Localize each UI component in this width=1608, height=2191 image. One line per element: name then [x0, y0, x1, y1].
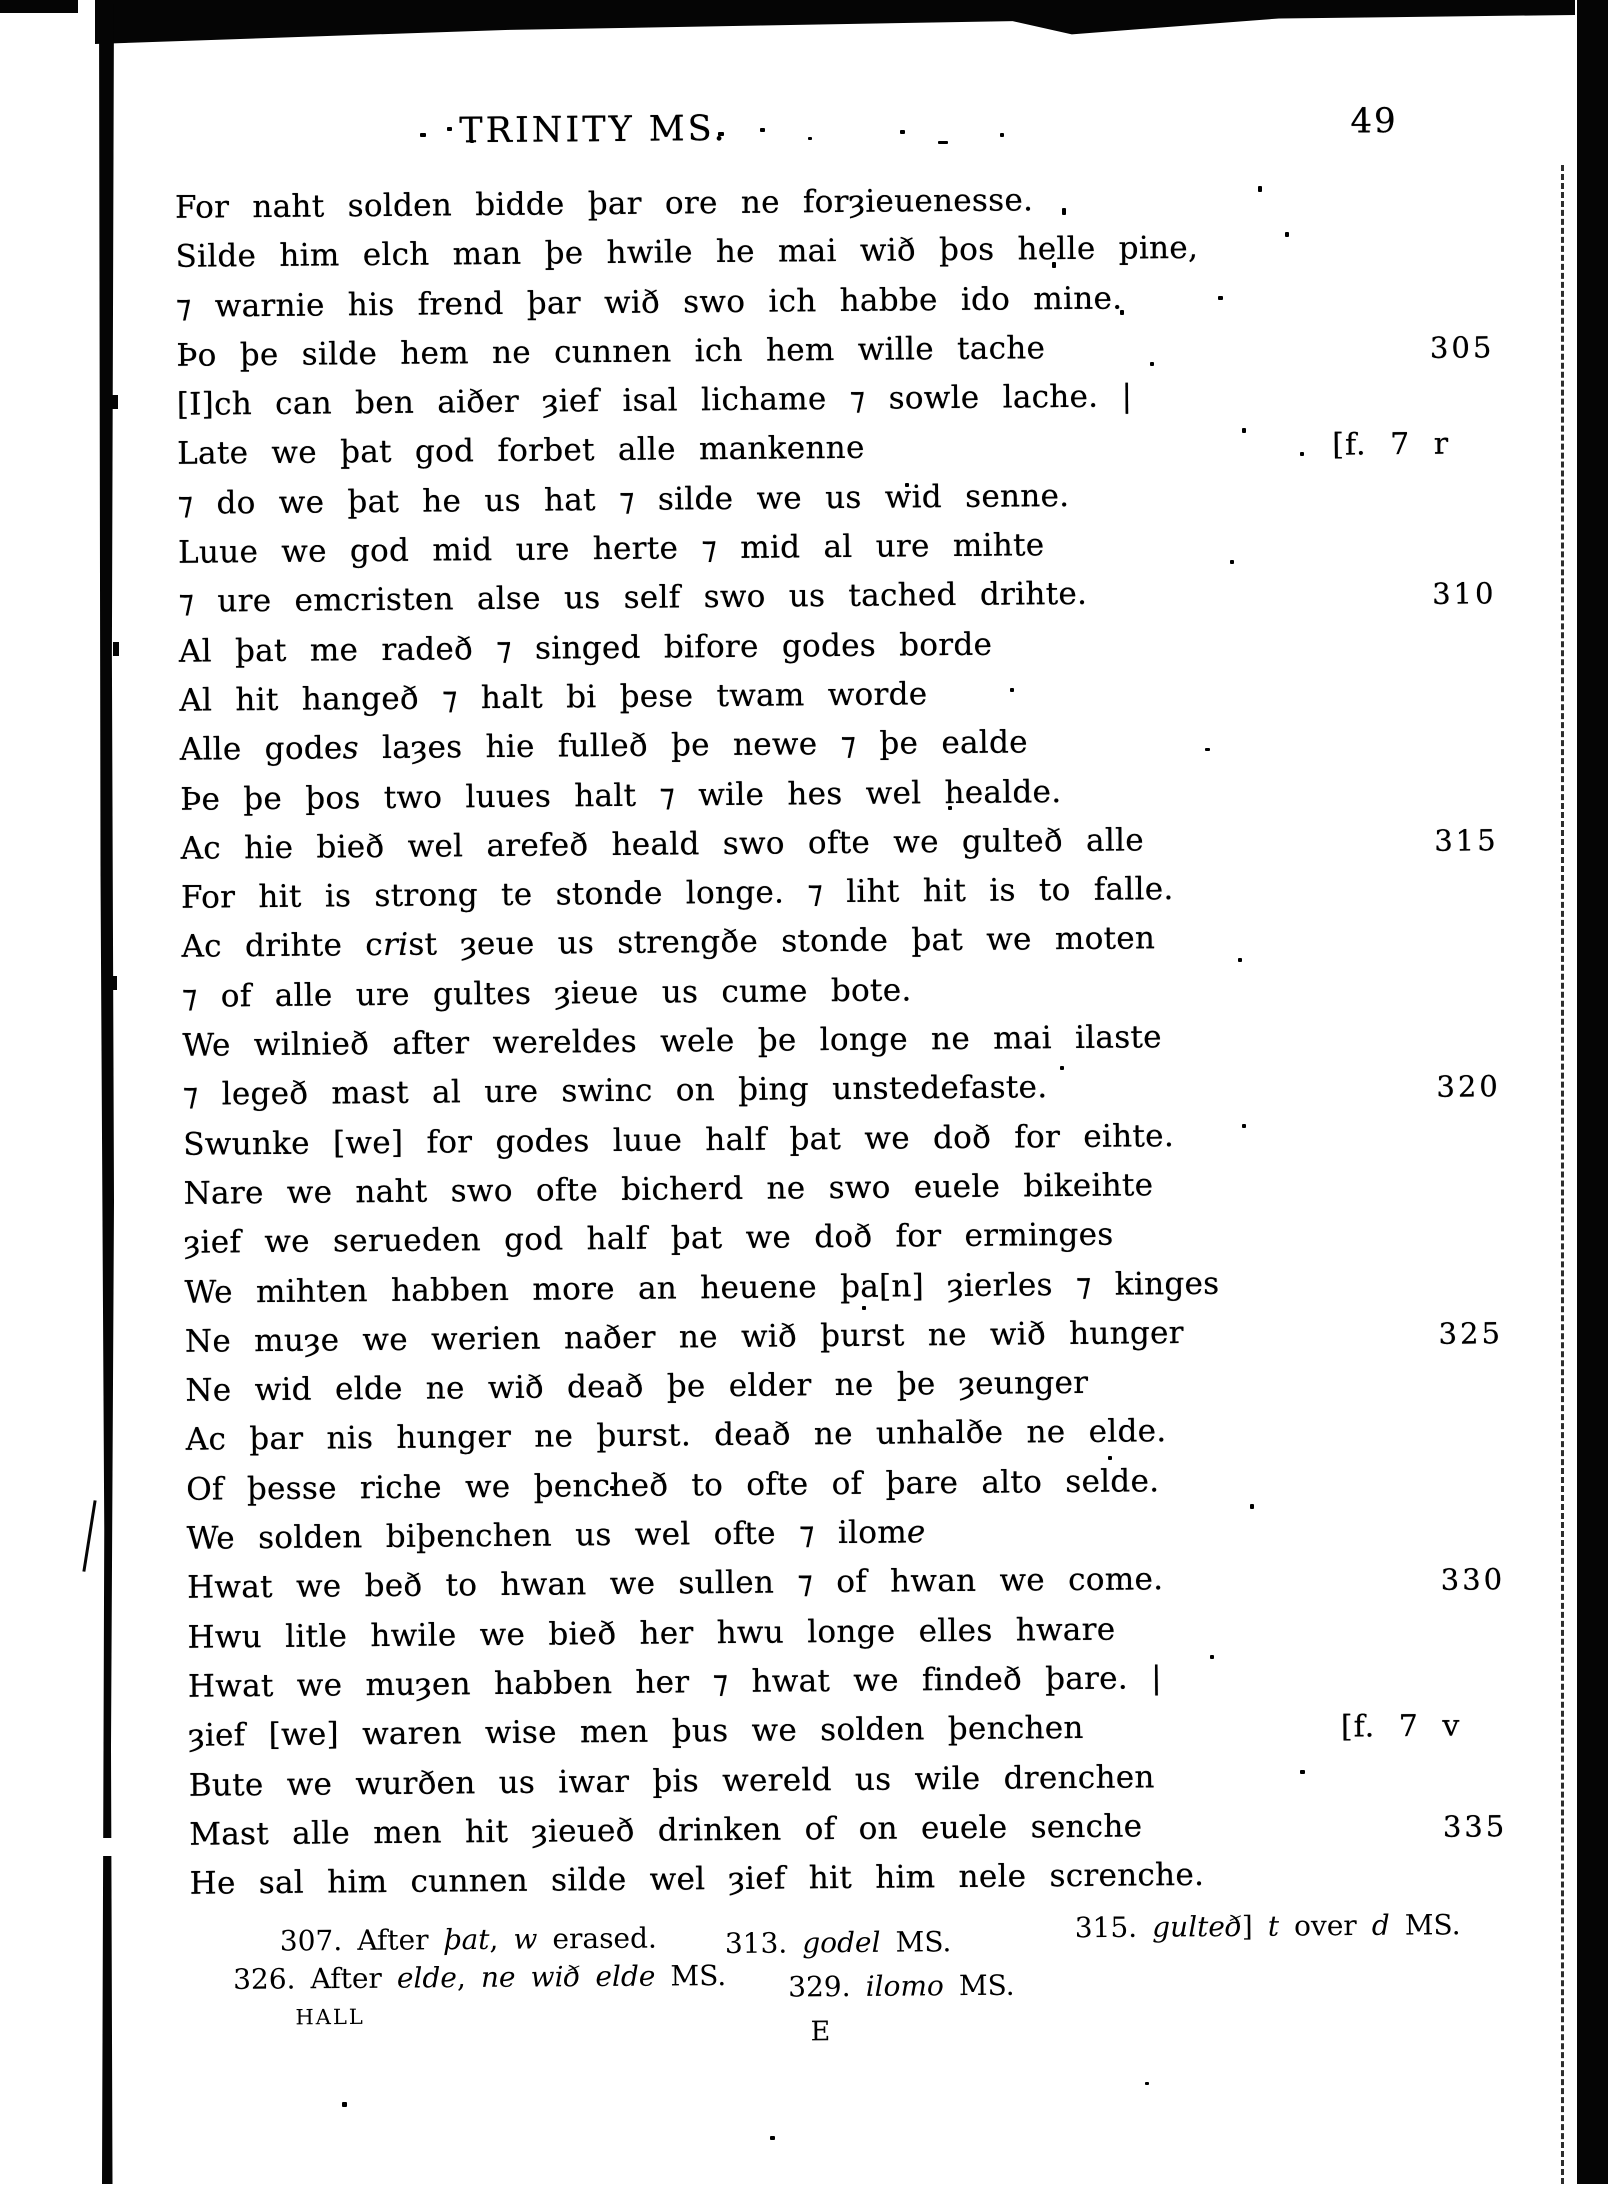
poem-line-text: Swunke [we] for godes luue half þat we doð for eihte.	[183, 1117, 1175, 1163]
poem-line-text: ⁊ of alle ure gultes ȝieue us cume bote.	[181, 972, 912, 1015]
poem-line-text: ⁊ do we þat he us hat ⁊ silde we us wid senne.	[177, 477, 1070, 522]
poem-line-text: We solden biþenchen us wel ofte ⁊ ilome	[186, 1514, 926, 1557]
poem-line-text: Hwu litle hwile we bieð her hwu longe elles hware	[187, 1611, 1116, 1656]
poem-line-text: Alle godes laȝes hie fulleð þe newe ⁊ þe ealde	[179, 724, 1029, 769]
poem-line-text: Hwat we beð to hwan we sullen ⁊ of hwan we come.	[186, 1561, 1164, 1607]
gathering-letter: E	[810, 2016, 831, 2048]
poem-line-text: We wilnieð after wereldes wele þe longe ne mai ilaste	[182, 1019, 1163, 1064]
poem-line-text: ⁊ warnie his frend þar wið swo ich habbe ido mine.	[175, 280, 1123, 325]
footnote: 307. After þat, w erased.	[279, 1921, 658, 1958]
poem-line-text: Bute we wurðen us iwar þis wereld us wile drenchen	[188, 1758, 1155, 1804]
poem-line-text: For naht solden bidde þar ore ne forȝieuenesse.	[174, 182, 1034, 226]
poem-line-text: Ne wid elde ne wið deað þe elder ne þe ȝeunger	[185, 1364, 1089, 1409]
poem-line-text: Mast alle men hit ȝieueð drinken of on euele senche	[189, 1808, 1143, 1853]
folio-marker: [f. 7 r	[1332, 427, 1450, 464]
poem-line-text: Ac þar nis hunger ne þurst. deað ne unhalðe ne elde.	[185, 1413, 1167, 1459]
margin-line-number: 335	[1442, 1809, 1508, 1844]
poem-line-text: Þe þe þos two luues halt ⁊ wile hes wel healde.	[180, 773, 1062, 818]
poem-line-text: Of þesse riche we þencheð to ofte of þare alto selde.	[186, 1462, 1160, 1508]
poem-line-text: [I]ch can ben aiðer ȝief isal lichame ⁊ sowle lache. |	[176, 378, 1133, 423]
poem-line-text: Al hit hangeð ⁊ halt bi þese twam worde	[179, 676, 928, 719]
poem-line-text: For hit is strong te stonde longe. ⁊ liht hit is to falle.	[180, 871, 1174, 916]
poem-line-text: He sal him cunnen silde wel ȝief hit him nele screnche.	[189, 1856, 1205, 1902]
margin-line-number: 305	[1429, 330, 1495, 365]
page-number: 49	[1350, 101, 1398, 142]
poem-line-text: Ne muȝe we werien naðer ne wið þurst ne wið hunger	[184, 1314, 1184, 1360]
footnote: 326. After elde, ne wið elde MS.	[233, 1959, 727, 1996]
poem-line-text: ȝief we serueden god half þat we doð for erminges	[183, 1216, 1114, 1261]
margin-line-number: 325	[1438, 1316, 1504, 1351]
margin-line-number: 330	[1440, 1562, 1506, 1598]
margin-line-number: 310	[1431, 576, 1497, 612]
poem-line-text: Al þat me radeð ⁊ singed bifore godes borde	[178, 626, 993, 670]
poem-line-text: Late we þat god forbet alle mankenne	[177, 430, 865, 473]
poem-line-text: Luue we god mid ure herte ⁊ mid al ure mihte	[177, 527, 1045, 571]
poem-line-text: Þo þe silde hem ne cunnen ich hem wille tache	[176, 330, 1046, 374]
poem-line-text: ⁊ ure emcristen alse us self swo us tached drihte.	[178, 576, 1088, 621]
poem-line-text: We mihten habben more an heuene þa[n] ȝierles ⁊ kinges	[184, 1265, 1220, 1311]
poem-line-text: Ac hie bieð wel arefeð heald swo ofte we gulteð alle	[180, 822, 1145, 867]
margin-line-number: 315	[1434, 823, 1499, 858]
poem-line-text: Silde him elch man þe hwile he mai wið þos helle pine,	[175, 230, 1199, 276]
footnote: 329. ilomo MS.	[788, 1968, 1015, 2004]
poem-line-text: Hwat we muȝen habben her ⁊ hwat we findeð þare. |	[187, 1660, 1163, 1705]
poem-line-text: Ac drihte crist ȝeue us strengðe stonde þat we moten	[181, 920, 1156, 966]
margin-line-number: 320	[1436, 1069, 1501, 1105]
poem-line-text: ⁊ legeð mast al ure swinc on þing unstedefaste.	[182, 1069, 1048, 1114]
footnote: 313. godel MS.	[724, 1925, 952, 1961]
folio-marker: [f. 7 v	[1340, 1708, 1461, 1745]
footnote: 315. gulteð] t over d MS.	[1074, 1908, 1461, 1945]
poem-line-text: ȝief [we] waren wise men þus we solden þenchen	[188, 1710, 1084, 1754]
running-head: TRINITY MS.	[459, 108, 728, 152]
printer-signature: HALL	[295, 2004, 365, 2030]
poem-line-text: Nare we naht swo ofte bicherd ne swo euele bikeihte	[183, 1167, 1154, 1212]
